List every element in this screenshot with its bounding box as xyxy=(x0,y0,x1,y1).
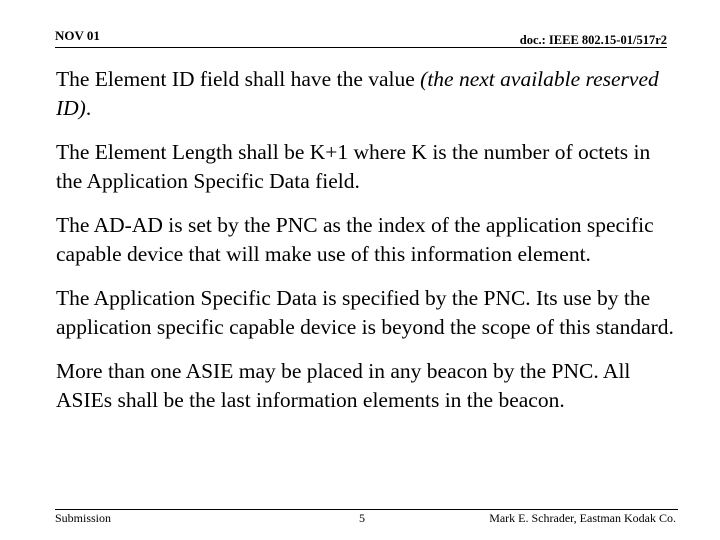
footer-submission: Submission xyxy=(55,511,112,525)
footer-divider xyxy=(55,509,678,510)
paragraph-element-length: The Element Length shall be K+1 where K is the number of octets in the Application Specific Data field. xyxy=(56,140,651,193)
header-date: NOV 01 xyxy=(55,28,100,43)
paragraph-element-id-text: The Element ID field shall have the value xyxy=(56,67,421,91)
header-doc-id: doc.: IEEE 802.15-01/517r2 xyxy=(519,33,667,47)
paragraph-element-id-italic: (the next available reserved ID) xyxy=(56,67,659,120)
paragraph-ad-ad: The AD-AD is set by the PNC as the index of the application specific capable device that will make use of this information element. xyxy=(56,213,654,266)
footer-author: Mark E. Schrader, Eastman Kodak Co. xyxy=(489,511,676,525)
header-divider xyxy=(55,47,667,48)
paragraph-element-id-period: . xyxy=(85,96,92,120)
paragraph-application-data: The Application Specific Data is specified by the PNC. Its use by the application specific capable device is beyond the scope of this standard. xyxy=(56,286,674,339)
footer-page-number: 5 xyxy=(359,511,365,525)
slide-body xyxy=(56,65,676,430)
paragraph-asie-placement: More than one ASIE may be placed in any beacon by the PNC. All ASIEs shall be the last information elements in the beacon. xyxy=(56,359,631,412)
paragraph-element-id xyxy=(56,65,676,123)
